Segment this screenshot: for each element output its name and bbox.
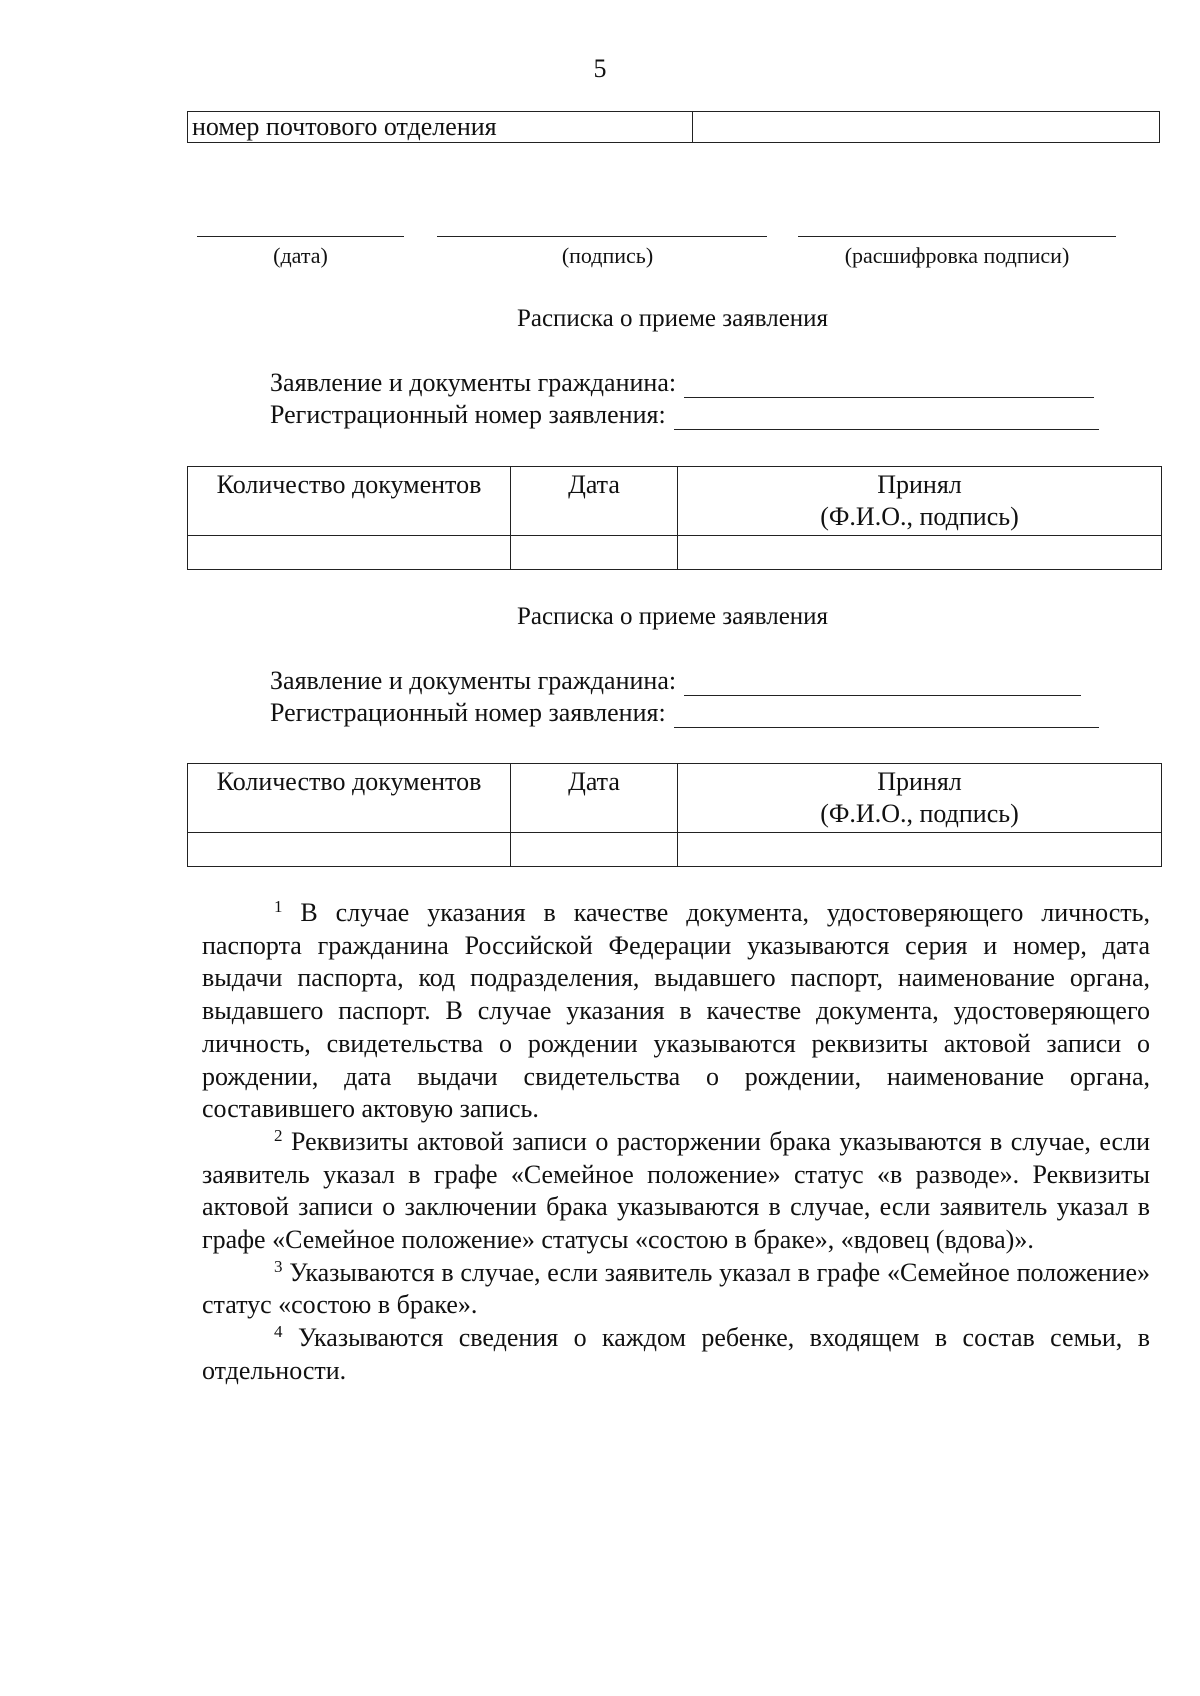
documents-count-cell[interactable]: [188, 536, 511, 570]
col-accepted-title: Принял: [877, 767, 962, 796]
reg-number-label: Регистрационный номер заявления:: [270, 698, 666, 727]
postal-office-value[interactable]: [693, 112, 1160, 143]
table-row: [188, 112, 1160, 143]
receipt-title: Расписка о приеме заявления: [516, 305, 829, 332]
postal-office-table: [187, 111, 1160, 143]
receipt-table: [187, 466, 1162, 570]
col-accepted-subtitle: (Ф.И.О., подпись): [820, 502, 1019, 531]
reg-number-row: [270, 698, 1099, 728]
footnote-number: 4: [274, 1322, 283, 1342]
footnote-text: В случае указания в качестве документа, удостоверяющего личность, паспорта гражданина Российской Федерации указываются серия и номер, дата выдачи паспорта, код подразделения, выдавшего паспорт, наименование органа, выдавшего паспорт. В случае указания в качестве документа, удостоверяющего личность, свидетельства о рождении указываются реквизиты актовой записи о рождении, дата выдачи свидетельства о рождении, наименование органа, составившего актовую запись.: [202, 898, 1151, 1124]
reg-number-row: [270, 400, 1099, 430]
receipt-title: Расписка о приеме заявления: [516, 603, 829, 630]
date-cell[interactable]: [511, 536, 678, 570]
date-caption: (дата): [273, 243, 328, 268]
footnote-number: 3: [274, 1256, 283, 1276]
col-accepted-subtitle: (Ф.И.О., подпись): [820, 799, 1019, 828]
reg-number-blank[interactable]: [674, 403, 1099, 430]
docs-field-row: [270, 368, 1094, 398]
col-accepted: [678, 467, 1162, 536]
footnote-text: Указываются в случае, если заявитель указал в графе «Семейное положение» статус «состою в браке».: [202, 1257, 1150, 1320]
receipt-table: [187, 763, 1162, 867]
table-header-row: [188, 764, 1162, 833]
date-signature-line[interactable]: [197, 236, 404, 237]
col-accepted: [678, 764, 1162, 833]
footnote: [202, 1257, 1150, 1322]
col-date: Дата: [511, 467, 678, 536]
reg-number-blank[interactable]: [674, 701, 1099, 728]
table-row: [188, 536, 1162, 570]
col-documents-count: Количество документов: [188, 764, 511, 833]
decode-caption: (расшифровка подписи): [844, 243, 1070, 268]
footnote-text: Указываются сведения о каждом ребенке, входящем в состав семьи, в отдельности.: [202, 1323, 1151, 1385]
docs-field-blank[interactable]: [684, 371, 1094, 398]
accepted-cell[interactable]: [678, 536, 1162, 570]
footnote: [202, 1126, 1150, 1257]
footnote: [202, 1322, 1150, 1387]
footnote: [202, 897, 1150, 1126]
docs-field-label: Заявление и документы гражданина:: [270, 368, 677, 397]
col-date: Дата: [511, 764, 678, 833]
footnote-text: Реквизиты актовой записи о расторжении брака указываются в случае, если заявитель указал в графе «Семейное положение» статус «в разводе». Реквизиты актовой записи о заключении брака указываются в случае, если заявитель указал в графе «Семейное положение» статусы «состою в браке», «вдовец (вдова)».: [202, 1126, 1150, 1255]
footnote-number: 2: [274, 1125, 283, 1145]
docs-field-blank[interactable]: [684, 669, 1081, 696]
col-documents-count: Количество документов: [188, 467, 511, 536]
date-cell[interactable]: [511, 833, 678, 867]
sign-caption: (подпись): [561, 243, 654, 268]
page-number: 5: [593, 54, 607, 83]
reg-number-label: Регистрационный номер заявления:: [270, 400, 666, 429]
accepted-cell[interactable]: [678, 833, 1162, 867]
docs-field-label: Заявление и документы гражданина:: [270, 666, 677, 695]
col-accepted-title: Принял: [877, 470, 962, 499]
docs-field-row: [270, 666, 1081, 696]
postal-office-label: номер почтового отделения: [188, 112, 693, 143]
decode-signature-line[interactable]: [798, 236, 1116, 237]
footnote-number: 1: [274, 897, 283, 916]
table-header-row: [188, 467, 1162, 536]
sign-signature-line[interactable]: [437, 236, 767, 237]
footnotes: [202, 897, 1150, 1388]
table-row: [188, 833, 1162, 867]
documents-count-cell[interactable]: [188, 833, 511, 867]
